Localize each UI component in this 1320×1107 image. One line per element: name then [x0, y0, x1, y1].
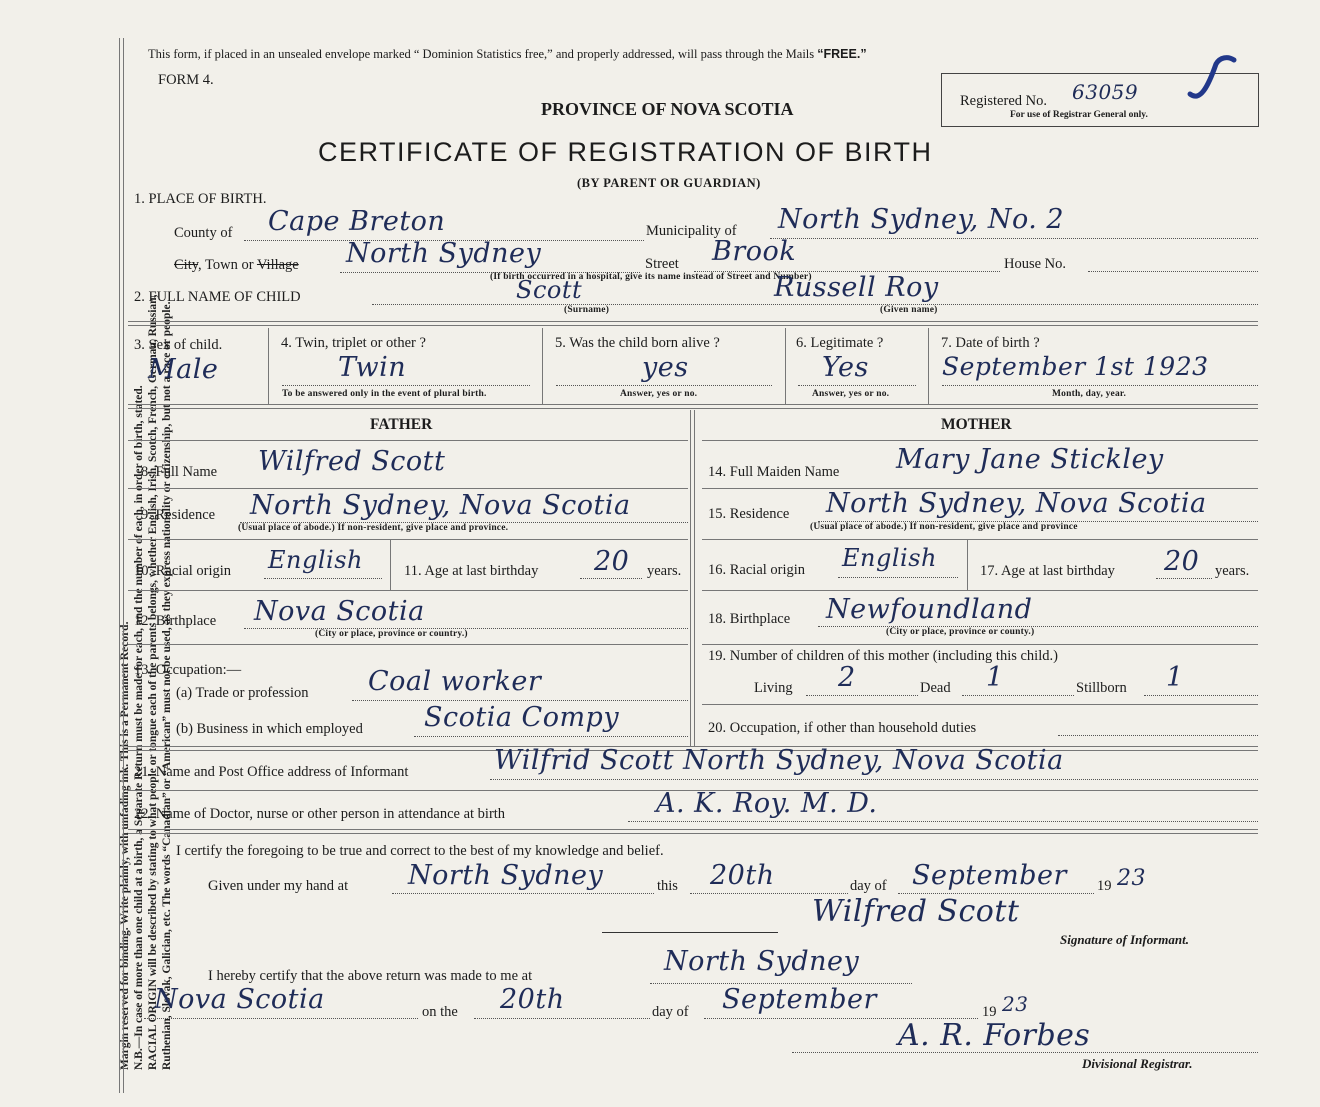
mother-occupation-line: [1058, 735, 1258, 736]
informant-signature: Wilfred Scott: [812, 894, 1020, 929]
rule: [128, 829, 1258, 834]
this-label: this: [657, 878, 678, 894]
alive-label: 5. Was the child born alive ?: [555, 335, 720, 351]
city-town-village-label: City, Town or Village: [174, 257, 299, 273]
mother-age-label: 17. Age at last birthday: [980, 563, 1115, 579]
father-name-label: 8. Full Name: [141, 464, 218, 480]
given-name-label: (Given name): [880, 305, 938, 315]
rule: [928, 328, 929, 404]
registrar-day-value: 20th: [500, 984, 565, 1015]
twin-note: To be answered only in the event of plural birth.: [282, 389, 487, 399]
father-birthplace-note: (City or place, province or country.): [315, 629, 468, 639]
given-year-prefix: 19: [1097, 878, 1112, 894]
child-surname: Scott: [516, 276, 583, 304]
registrar-on-label: on the: [422, 1004, 458, 1020]
father-age-label: 11. Age at last birthday: [404, 563, 539, 579]
father-residence-note: (Usual place of abode.) If non-resident, give place and province.: [238, 523, 509, 533]
rule: [785, 328, 786, 404]
legitimate-note: Answer, yes or no.: [812, 389, 890, 399]
rule: [702, 539, 1258, 540]
father-age-value: 20: [594, 546, 630, 577]
province-heading: PROVINCE OF NOVA SCOTIA: [541, 99, 794, 119]
legitimate-line: [798, 385, 916, 386]
father-race-value: English: [268, 546, 363, 574]
margin-line-4: Ruthenian, Slovak, Galician, etc. The words “Canadian” or “American” must not be used, as they express nationality or citizenship, but not a race or people.: [161, 301, 173, 1070]
page-title: CERTIFICATE OF REGISTRATION OF BIRTH: [318, 137, 933, 167]
registrar-label: Divisional Registrar.: [1082, 1056, 1193, 1071]
rule: [967, 540, 968, 590]
child-given-name: Russell Roy: [774, 272, 939, 303]
legitimate-value: Yes: [822, 352, 869, 383]
doctor-line: [628, 821, 1258, 822]
registrar-note: For use of Registrar General only.: [1010, 110, 1148, 120]
alive-value: yes: [642, 352, 689, 383]
father-race-line: [264, 578, 382, 579]
father-residence-label: 9. Residence: [141, 507, 216, 523]
dead-value: 1: [986, 662, 1004, 693]
mother-race-value: English: [842, 544, 937, 572]
father-years-label: years.: [647, 563, 682, 579]
living-label: Living: [754, 680, 793, 696]
alive-note: Answer, yes or no.: [620, 389, 698, 399]
dob-value: September 1st 1923: [942, 352, 1209, 381]
legitimate-label: 6. Legitimate ?: [796, 335, 884, 351]
registrar-place2-value: Nova Scotia: [154, 984, 325, 1015]
doctor-value: A. K. Roy. M. D.: [656, 788, 878, 819]
rule: [128, 539, 688, 540]
mother-years-label: years.: [1215, 563, 1250, 579]
mother-heading: MOTHER: [941, 416, 1012, 433]
rule: [690, 410, 695, 746]
margin-instructions: [118, 30, 174, 1070]
father-occupation-label: 13. Occupation:—: [134, 662, 242, 678]
child-name-label: 2. FULL NAME OF CHILD: [134, 289, 301, 305]
street-label: Street: [645, 256, 679, 272]
registrar-signature: A. R. Forbes: [898, 1018, 1091, 1053]
doctor-label: 22. Name of Doctor, nurse or other person in attendance at birth: [134, 806, 506, 822]
business-line: [414, 736, 688, 737]
municipality-label: Municipality of: [646, 223, 737, 239]
rule: [128, 590, 688, 591]
registrar-place2-line: [144, 1018, 418, 1019]
certify-text: I certify the foregoing to be true and correct to the best of my knowledge and belief.: [176, 843, 664, 859]
mother-birthplace-label: 18. Birthplace: [708, 611, 791, 627]
informant-label: 21. Name and Post Office address of Informant: [134, 764, 409, 780]
mother-residence-label: 15. Residence: [708, 506, 790, 522]
town-value: North Sydney: [346, 238, 542, 269]
dob-line: [942, 385, 1258, 386]
rule: [602, 932, 778, 933]
twin-line: [282, 385, 530, 386]
dob-note: Month, day, year.: [1052, 389, 1127, 399]
informant-line: [490, 779, 1258, 780]
mother-age-line: [1156, 578, 1212, 579]
father-birthplace-value: Nova Scotia: [254, 596, 425, 627]
mother-birthplace-note: (City or place, province or county.): [886, 627, 1035, 637]
surname-label: (Surname): [564, 305, 610, 315]
margin-line-2: N.B.—In case of more than one child at a birth, a Separate Return must be made for each, and the number of each, in order of birth, stated.: [133, 385, 145, 1070]
given-month-value: September: [912, 860, 1067, 891]
stillborn-label: Stillborn: [1076, 680, 1127, 696]
rule: [702, 590, 1258, 591]
stillborn-line: [1144, 695, 1258, 696]
registrar-day-line: [474, 1018, 650, 1019]
dob-label: 7. Date of birth ?: [941, 335, 1040, 351]
child-name-line: [372, 304, 1258, 305]
mother-birthplace-line: [818, 626, 1258, 627]
mother-race-line: [838, 577, 958, 578]
municipality-value: North Sydney, No. 2: [778, 204, 1065, 235]
registered-number: 63059: [1072, 80, 1139, 104]
rule: [702, 704, 1258, 705]
mother-occupation-label: 20. Occupation, if other than household duties: [708, 720, 977, 736]
trade-label: (a) Trade or profession: [176, 685, 309, 701]
rule: [542, 328, 543, 404]
mother-residence-value: North Sydney, Nova Scotia: [826, 488, 1207, 519]
mail-notice: This form, if placed in an unsealed envelope marked “ Dominion Statistics free,” and properly addressed, will pass through the Mails “FREE.”: [148, 47, 867, 61]
registrar-year-prefix: 19: [982, 1004, 997, 1020]
check-mark-icon: [1180, 52, 1242, 107]
rule: [128, 488, 688, 489]
dead-label: Dead: [920, 680, 951, 696]
twin-label: 4. Twin, triplet or other ?: [281, 335, 426, 351]
street-value: Brook: [712, 236, 797, 267]
house-line: [1088, 271, 1258, 272]
registrar-place-value: North Sydney: [664, 946, 860, 977]
mother-age-value: 20: [1164, 546, 1200, 577]
county-value: Cape Breton: [268, 206, 446, 237]
mother-name-label: 14. Full Maiden Name: [708, 464, 840, 480]
mother-name-value: Mary Jane Stickley: [896, 444, 1164, 475]
rule: [702, 644, 1258, 645]
given-place-line: [392, 893, 654, 894]
twin-value: Twin: [338, 352, 407, 383]
rule: [128, 321, 1258, 326]
alive-line: [556, 385, 772, 386]
municipality-line: [770, 238, 1258, 239]
living-value: 2: [838, 662, 856, 693]
registered-label: Registered No.: [960, 93, 1047, 109]
registrar-year-value: 23: [1002, 992, 1029, 1016]
given-day-of-label: day of: [850, 878, 887, 894]
father-race-label: 10. Racial origin: [134, 563, 232, 579]
rule: [268, 328, 269, 404]
dead-line: [962, 695, 1074, 696]
rule: [702, 440, 1258, 441]
business-label: (b) Business in which employed: [176, 721, 363, 737]
father-residence-value: North Sydney, Nova Scotia: [250, 490, 631, 521]
form-number: FORM 4.: [158, 72, 214, 88]
hospital-note: (If birth occurred in a hospital, give its name instead of Street and Number): [490, 272, 812, 282]
trade-value: Coal worker: [368, 666, 542, 697]
given-place-value: North Sydney: [408, 860, 604, 891]
father-age-line: [580, 578, 642, 579]
father-birthplace-label: 12. Birthplace: [134, 613, 217, 629]
business-value: Scotia Compy: [424, 702, 620, 733]
sex-value: Male: [148, 354, 219, 385]
rule: [128, 404, 1258, 409]
father-name-value: Wilfred Scott: [258, 446, 446, 477]
binding-margin-rule: [119, 38, 124, 1093]
rule: [128, 440, 688, 441]
rule: [128, 644, 688, 645]
sex-label: 3. Sex of child.: [134, 337, 223, 353]
margin-line-3: RACIAL ORIGIN will be described by stating to what people or tongue each of the parents belongs, whether English, Irish, Scotch, French, German, Russian,: [147, 294, 159, 1070]
living-line: [806, 695, 918, 696]
page-subtitle: (BY PARENT OR GUARDIAN): [577, 176, 761, 190]
given-year-value: 23: [1117, 866, 1146, 891]
mother-birthplace-value: Newfoundland: [826, 594, 1033, 625]
mother-residence-note: (Usual place of abode.) If non-resident, give place and province: [810, 522, 1078, 532]
house-label: House No.: [1004, 256, 1067, 272]
mother-race-label: 16. Racial origin: [708, 562, 806, 578]
given-day-value: 20th: [710, 860, 775, 891]
stillborn-value: 1: [1166, 662, 1184, 693]
given-label: Given under my hand at: [208, 878, 349, 894]
registrar-day-of-label: day of: [652, 1004, 689, 1020]
children-label: 19. Number of children of this mother (including this child.): [708, 648, 1058, 664]
signature-label: Signature of Informant.: [1060, 932, 1189, 947]
father-heading: FATHER: [370, 416, 433, 433]
margin-line-1: Margin reserved for binding. Write plainly, with unfading ink. This is a Permanent Record.: [119, 621, 131, 1070]
county-label: County of: [174, 225, 233, 241]
registrar-text: I hereby certify that the above return was made to me at: [208, 968, 533, 984]
place-heading: 1. PLACE OF BIRTH.: [134, 191, 267, 207]
registrar-month-value: September: [722, 984, 877, 1015]
rule: [390, 540, 391, 590]
trade-line: [352, 700, 688, 701]
informant-value: Wilfrid Scott North Sydney, Nova Scotia: [494, 745, 1064, 776]
